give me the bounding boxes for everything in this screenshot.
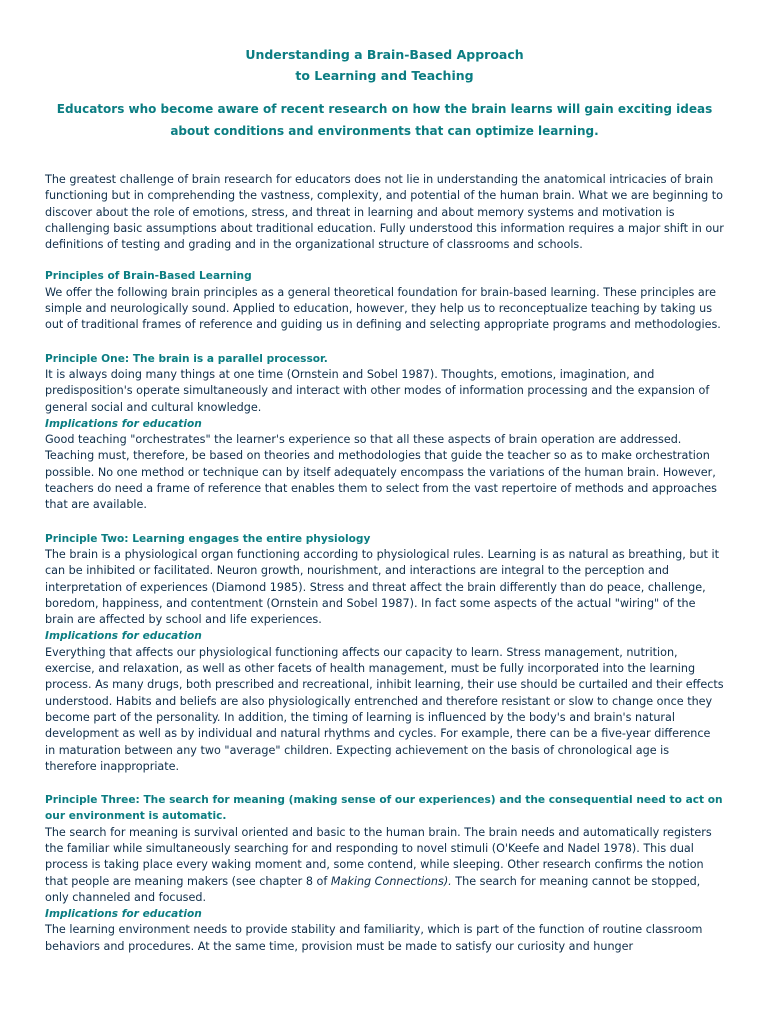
principle-one-section — [45, 351, 724, 514]
principle-one-implications: Good teaching "orchestrates" the learner's experience so that all these aspects of brain operation are addressed. Teaching must, therefore, be based on theories and methodologies that guide the teacher so as to make orchestration possible. No one method or technique can by itself adequately encompass the variations of the human brain. However, teachers do need a frame of reference that enables them to select from the vast repertoire of methods and approaches that are available. — [45, 433, 717, 512]
principle-three-heading: Principle Three: The search for meaning (making sense of our experiences) and the consequential need to act on our environment is automatic. — [45, 794, 723, 823]
document-title — [45, 0, 724, 86]
intro-paragraph: The greatest challenge of brain research for educators does not lie in understanding the anatomical intricacies of brain functioning but in comprehending the vastness, complexity, and potential of the human brain. What we are beginning to discover about the role of emotions, stress, and threat in learning and about memory systems and motivation is challenging basic assumptions about traditional education. Fully understood this information requires a major shift in our definitions of testing and grading and in the organizational structure of classrooms and schools. — [45, 173, 724, 252]
principle-one-implications-heading: Implications for education — [45, 417, 202, 430]
principle-three-paragraph — [45, 825, 724, 906]
principle-two-section — [45, 531, 724, 775]
principles-section — [45, 268, 724, 333]
principle-two-heading: Principle Two: Learning engages the entire physiology — [45, 532, 371, 545]
principle-three-text-after: The search for meaning cannot be stopped, only channeled and focused. — [45, 874, 701, 904]
principle-two-implications: Everything that affects our physiological functioning affects our capacity to learn. Stress management, nutrition, exercise, and relaxation, as well as other facets of health management, must be fully incorporated into the learning process. As many drugs, both prescribed and recreational, inhibit learning, their use should be curtailed and their effects understood. Habits and beliefs are also physiologically entrenched and therefore resistant or slow to change once they become part of the personality. In addition, the timing of learning is influenced by the body's and brain's natural development as well as by individual and natural rhythms and cycles. For example, there can be a five-year difference in maturation between any two "average" children. Expecting achievement on the basis of chronological age is therefore inappropriate. — [45, 645, 724, 773]
title-line-1: Understanding a Brain-Based Approach — [245, 47, 524, 62]
principle-three-implications-heading: Implications for education — [45, 908, 202, 921]
principle-one-heading: Principle One: The brain is a parallel processor. — [45, 352, 328, 365]
principles-heading: Principles of Brain-Based Learning — [45, 270, 252, 283]
title-line-2: to Learning and Teaching — [295, 68, 474, 83]
principle-three-implications: The learning environment needs to provide stability and familiarity, which is part of the function of routine classroom behaviors and procedures. At the same time, provision must be made to satisfy our curiosity and hunger — [45, 923, 703, 953]
document-subtitle: Educators who become aware of recent research on how the brain learns will gain exciting ideas about conditions and environments that can optimize learning. — [56, 102, 713, 138]
book-title-reference: Making Connections). — [330, 874, 452, 888]
principle-one-paragraph: It is always doing many things at one time (Ornstein and Sobel 1987). Thoughts, emotions, imagination, and predisposition's operate simultaneously and interact with other modes of information processing and the expansion of general social and cultural knowledge. — [45, 367, 710, 414]
principle-three-text-before: The search for meaning is survival oriented and basic to the human brain. The brain needs and automatically registers the familiar while simultaneously searching for and responding to novel stimuli (O'Keefe and Nadel 1978). This dual process is taking place every waking moment and, some contend, while sleeping. Other research confirms the notion that people are meaning makers (see chapter 8 of — [45, 825, 712, 888]
principle-three-section — [45, 792, 724, 955]
principles-paragraph: We offer the following brain principles as a general theoretical foundation for brain-based learning. These principles are simple and neurologically sound. Applied to education, however, they help us to reconceptualize teaching by taking us out of traditional frames of reference and guiding us in defining and selecting appropriate programs and methodologies. — [45, 285, 721, 332]
principle-two-paragraph: The brain is a physiological organ functioning according to physiological rules. Learning is as natural as breathing, but it can be inhibited or facilitated. Neuron growth, nourishment, and interactions are integral to the perception and interpretation of experiences (Diamond 1985). Stress and threat affect the brain differently than do peace, challenge, boredom, happiness, and contentment (Ornstein and Sobel 1987). In fact some aspects of the actual "wiring" of the brain are affected by school and life experiences. — [45, 547, 719, 627]
principle-two-implications-heading: Implications for education — [45, 630, 202, 643]
